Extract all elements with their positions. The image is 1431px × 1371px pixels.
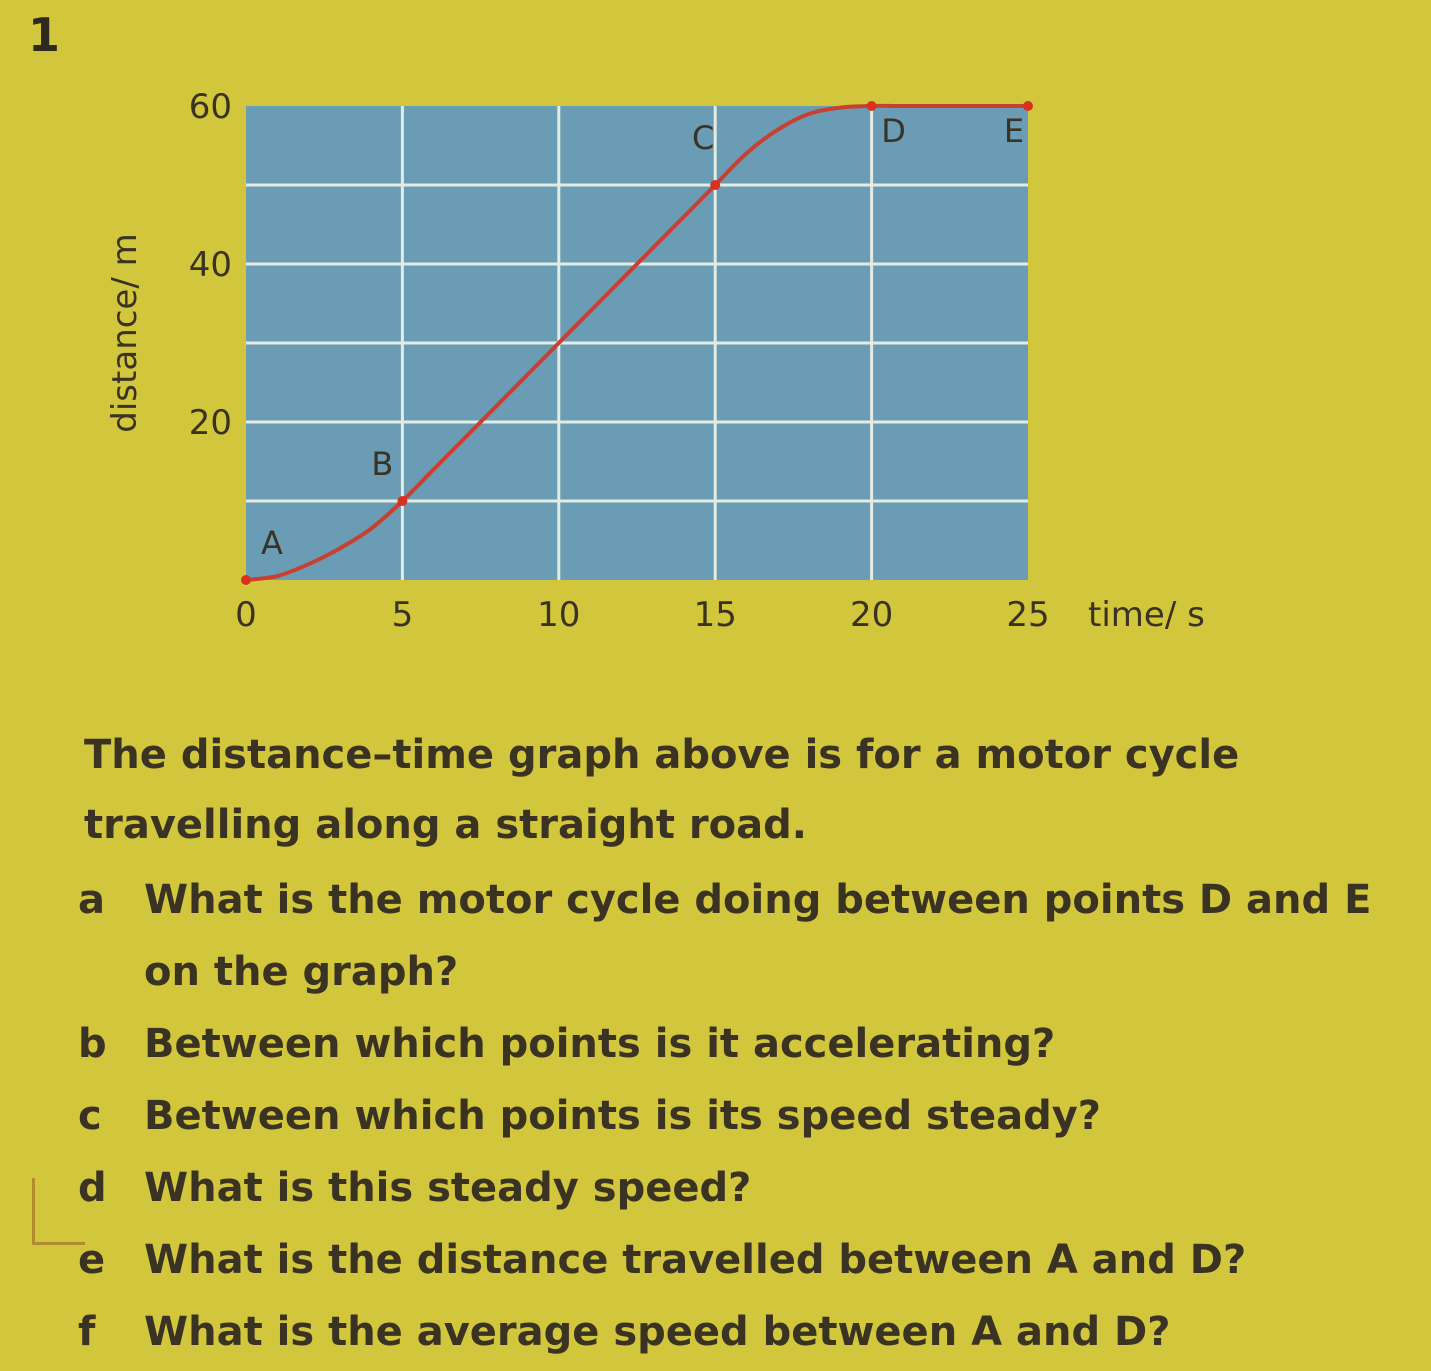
point-label-b: B <box>371 445 394 483</box>
x-tick-label: 25 <box>1006 595 1050 635</box>
question-text: What is this steady speed? <box>144 1165 752 1211</box>
x-tick-label: 0 <box>235 595 257 635</box>
y-tick-label: 40 <box>188 245 232 285</box>
question-d <box>78 1152 1418 1224</box>
x-tick-label: 10 <box>537 595 581 635</box>
x-tick-label: 5 <box>391 595 414 635</box>
question-letter: c <box>78 1093 102 1139</box>
question-c <box>78 1080 1418 1152</box>
question-text: What is the motor cycle doing between points D and E on the graph? <box>144 877 1372 995</box>
y-tick-label: 20 <box>188 403 232 443</box>
question-list <box>78 864 1418 1368</box>
point-label-c: C <box>692 119 715 157</box>
question-text: What is the average speed between A and D? <box>144 1309 1171 1355</box>
pencil-mark <box>32 1178 85 1245</box>
question-letter: b <box>78 1021 107 1067</box>
question-e <box>78 1224 1418 1296</box>
x-tick-label: 15 <box>693 595 737 635</box>
question-a <box>78 864 1418 1008</box>
point-label-d: D <box>881 112 906 150</box>
y-tick-label: 60 <box>188 87 232 127</box>
question-f <box>78 1296 1418 1368</box>
point-label-e: E <box>1003 112 1025 150</box>
question-letter: f <box>78 1309 96 1355</box>
question-text: Between which points is its speed steady? <box>144 1093 1101 1139</box>
y-axis-label: distance/ m <box>105 233 145 433</box>
x-tick-label: 20 <box>849 595 894 635</box>
question-letter: e <box>78 1237 106 1283</box>
point-marker-c <box>710 180 720 190</box>
point-marker-e <box>1023 101 1033 111</box>
question-text: What is the distance travelled between A and D? <box>144 1237 1247 1283</box>
point-label-a: A <box>261 524 283 562</box>
x-axis-label: time/ s <box>1088 595 1205 635</box>
intro-text: The distance–time graph above is for a motor cycle travelling along a straight road. <box>84 732 1240 848</box>
question-number: 1 <box>28 8 61 62</box>
point-marker-b <box>397 496 407 506</box>
question-letter: a <box>78 877 105 923</box>
question-letter: d <box>78 1165 107 1211</box>
question-text: Between which points is it accelerating? <box>144 1021 1056 1067</box>
question-b <box>78 1008 1418 1080</box>
point-marker-a <box>241 575 251 585</box>
point-marker-d <box>867 101 877 111</box>
